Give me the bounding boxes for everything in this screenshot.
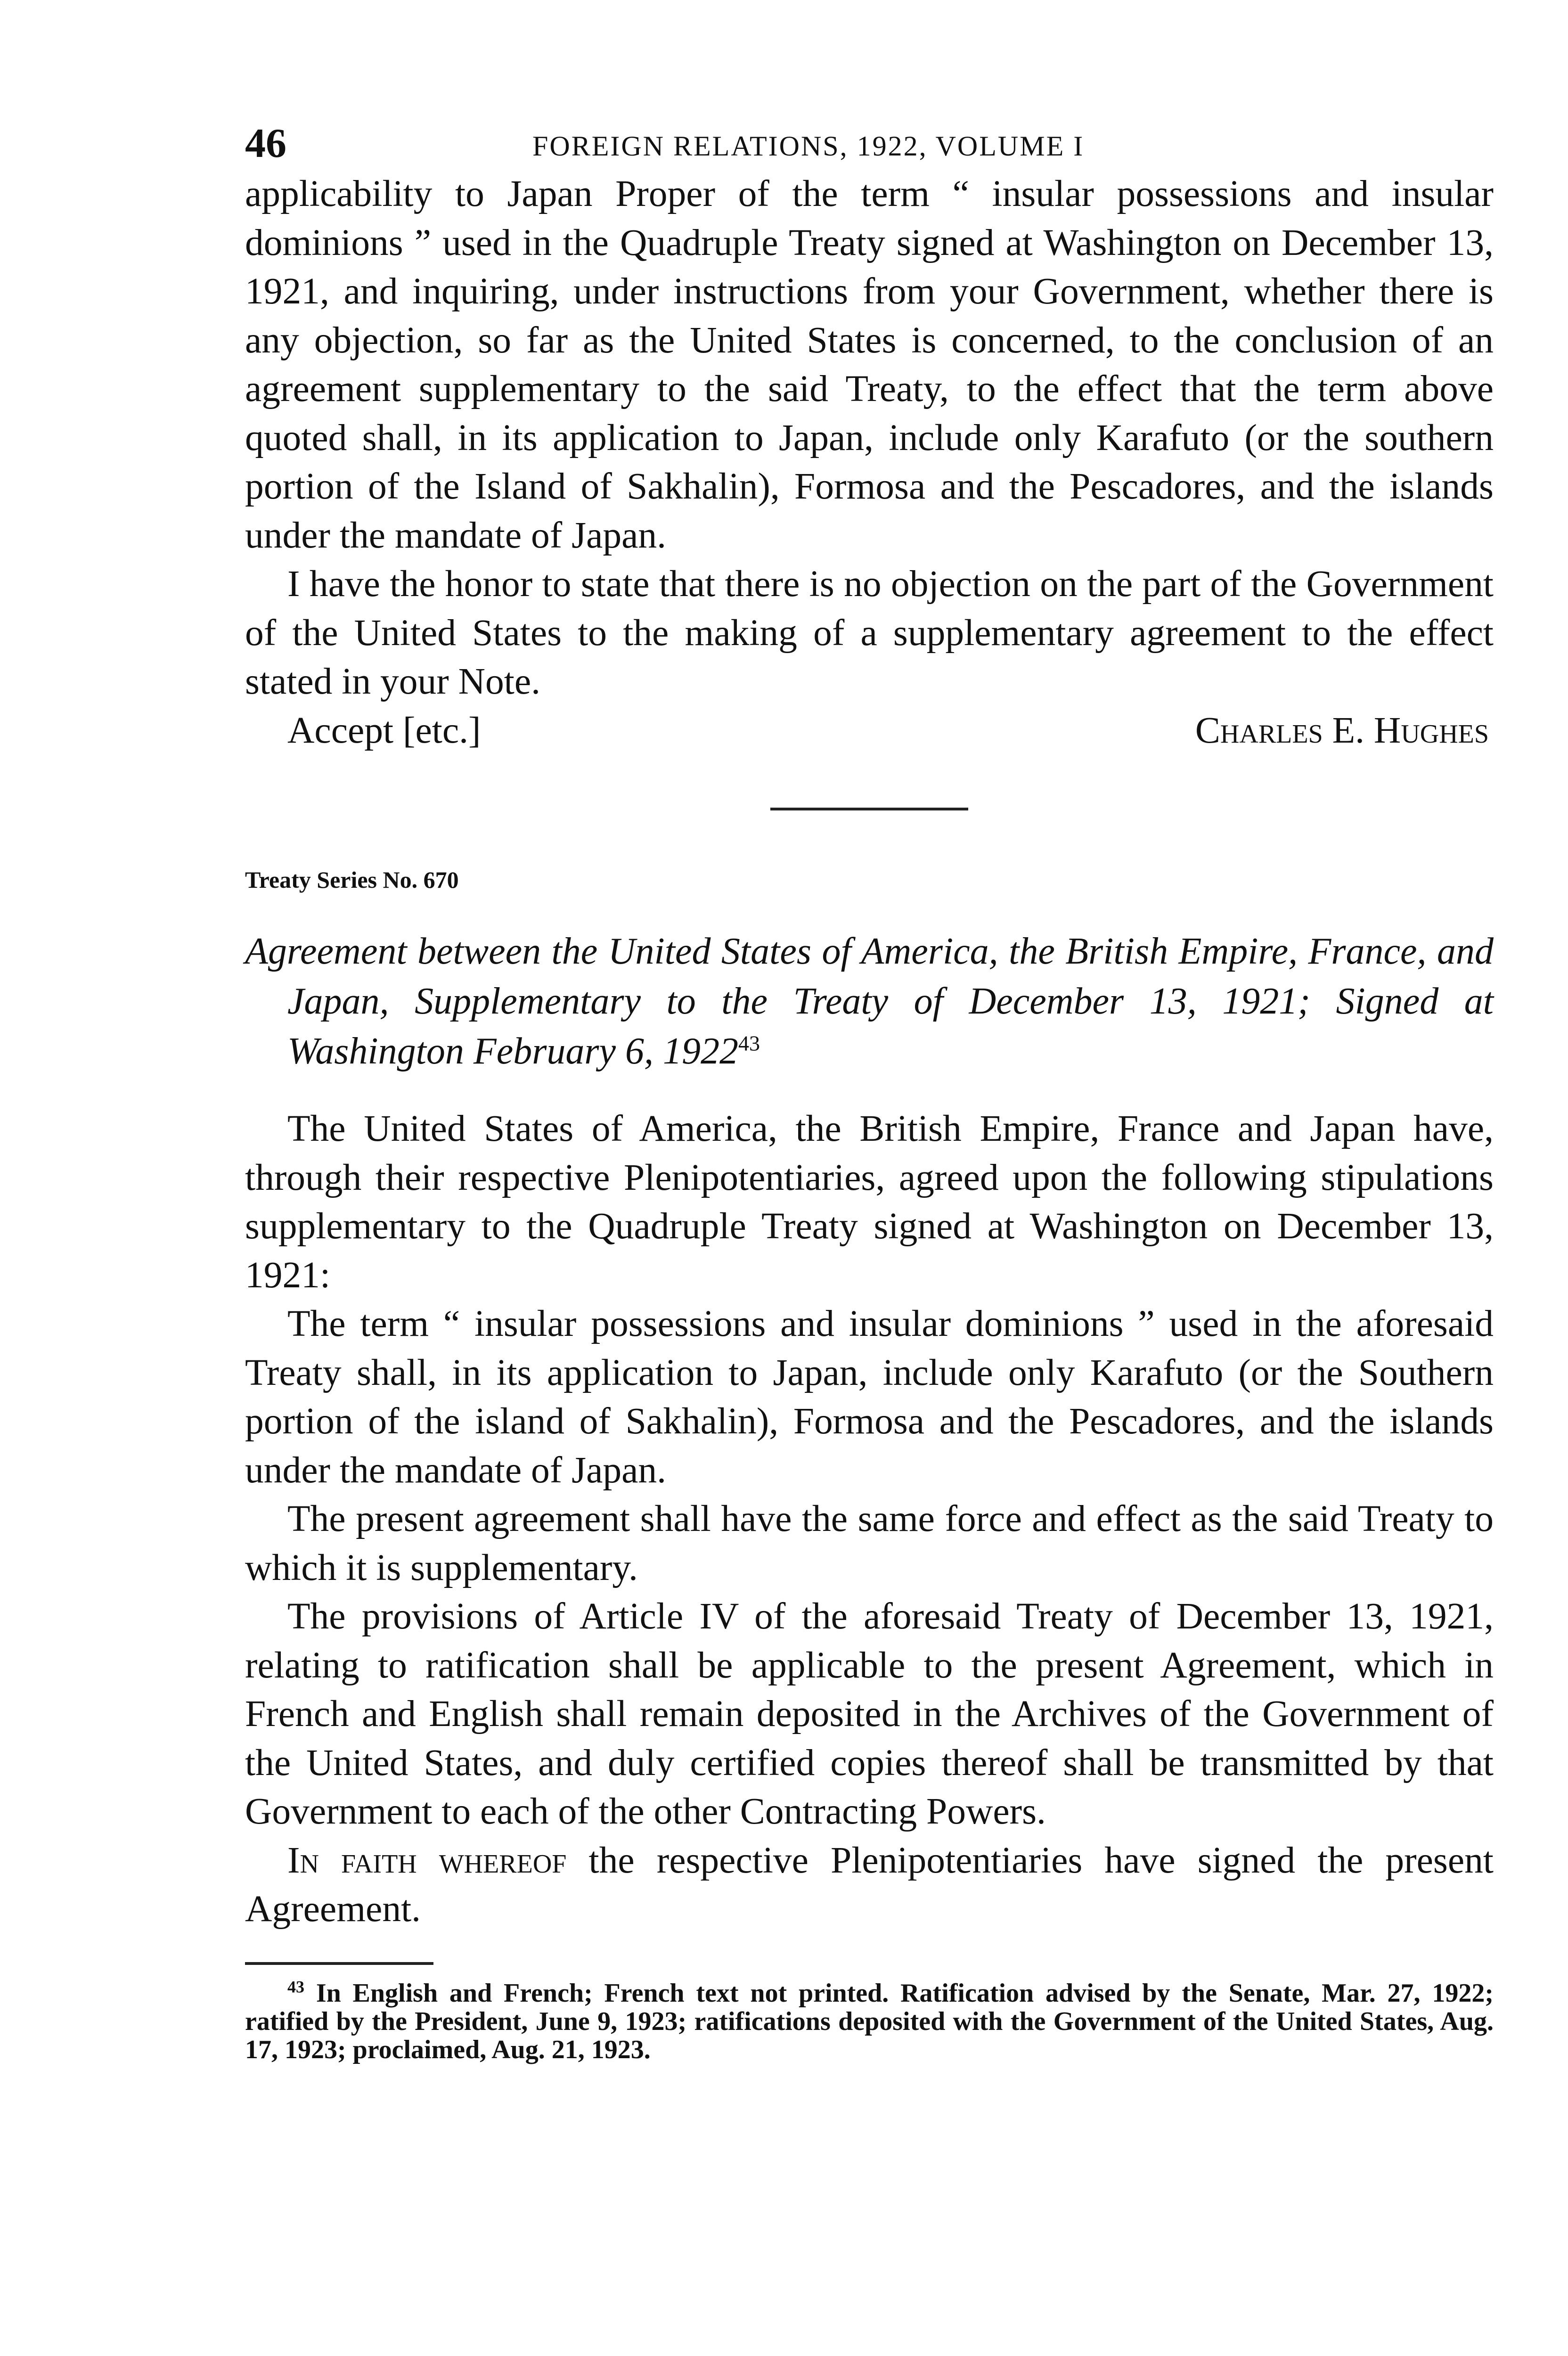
- footnote-text: In English and French; French text not printed. Ratification advised by the Senate, Mar. 27, 1922; ratified by the President, June 9, 1923; ratifications deposited with the Government of the United States, Aug. 17, 1923; proclaimed, Aug. 21, 1923.: [245, 1978, 1494, 2064]
- document-page: [245, 118, 1494, 2064]
- in-faith-whereof: In faith whereof: [287, 1839, 567, 1881]
- agreement-final-paragraph: [245, 1836, 1494, 1934]
- running-head: [245, 118, 1494, 170]
- letter-paragraph: I have the honor to state that there is no objection on the part of the Government of the United States to the making of a supplementary agreement to the effect stated in your Note.: [245, 563, 1494, 702]
- page-number: 46: [245, 121, 286, 166]
- agreement-title: [245, 926, 1494, 1076]
- footnote-reference[interactable]: 43: [738, 1031, 760, 1055]
- footnote-divider: [245, 1962, 433, 1965]
- footnote: [245, 1979, 1494, 2064]
- treaty-series-label: Treaty Series No. 670: [245, 867, 459, 893]
- agreement-paragraph: The present agreement shall have the same force and effect as the said Treaty to which it is supplementary.: [245, 1498, 1494, 1588]
- section-divider: [770, 808, 968, 810]
- agreement-title-text: Agreement between the United States of America, the British Empire, France, and Japan, Supplementary to the Treaty of December 13, 1921; Signed at Washington February 6, 1922: [245, 931, 1494, 1072]
- letter-body: [245, 170, 1494, 755]
- agreement-paragraph: The United States of America, the British Empire, France and Japan have, through their respective Plenipotentiaries, agreed upon the following stipulations supplementary to the Quadruple Treaty signed at Washington on December 13, 1921:: [245, 1108, 1494, 1296]
- running-title: FOREIGN RELATIONS, 1922, VOLUME I: [532, 131, 1085, 162]
- footnote-mark: 43: [287, 1977, 304, 1996]
- closing-line: [245, 706, 1494, 755]
- final-paragraph-rest: the respective Plenipotentiaries have signed the present Agreement.: [245, 1839, 1494, 1930]
- agreement-paragraph: The term “ insular possessions and insular dominions ” used in the aforesaid Treaty shall, in its application to Japan, include only Karafuto (or the Southern portion of the island of Sakhalin), Formosa and the Pescadores, and the islands under the mandate of Japan.: [245, 1303, 1494, 1491]
- signature: Charles E. Hughes: [1195, 709, 1489, 751]
- agreement-body: [245, 1104, 1494, 1934]
- agreement-paragraph: The provisions of Article IV of the aforesaid Treaty of December 13, 1921, relating to ratification shall be applicable to the present Agreement, which in French and English shall remain deposited in the Archives of the Government of the United States, and duly certified copies thereof shall be transmitted by that Government to each of the other Contracting Powers.: [245, 1595, 1494, 1832]
- letter-paragraph: applicability to Japan Proper of the term “ insular possessions and insular dominions ” used in the Quadruple Treaty signed at Washington on December 13, 1921, and inquiring, under instructions from your Government, whether there is any objection, so far as the United States is concerned, to the conclusion of an agreement supplementary to the said Treaty, to the effect that the term above quoted shall, in its application to Japan, include only Karafuto (or the southern portion of the Island of Sakhalin), Formosa and the Pescadores, and the islands under the mandate of Japan.: [245, 173, 1494, 556]
- closing: Accept [etc.]: [287, 709, 481, 751]
